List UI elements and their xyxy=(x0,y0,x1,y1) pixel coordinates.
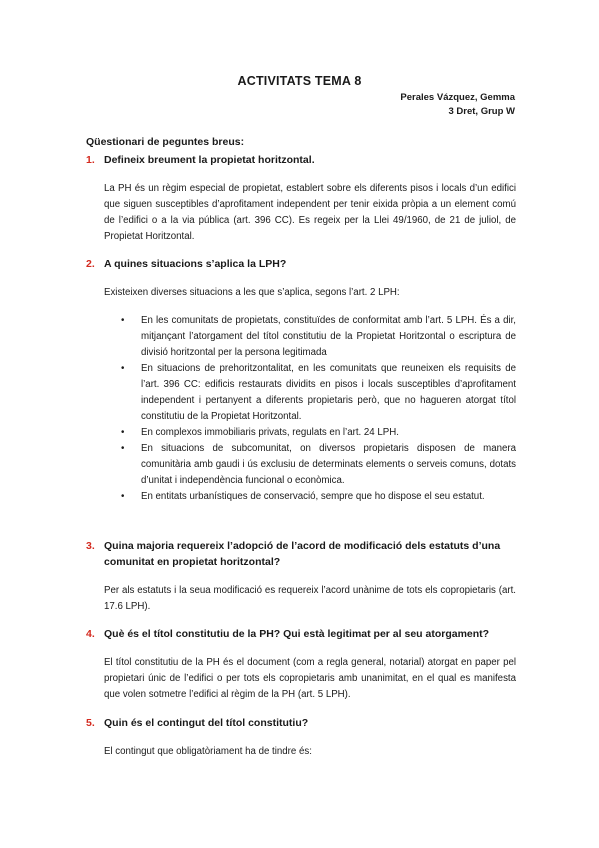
question-3 xyxy=(86,538,526,570)
answer-2: Existeixen diverses situacions a les que s’aplica, segons l’art. 2 LPH: xyxy=(104,287,400,298)
list-item xyxy=(121,489,516,505)
question-1 xyxy=(86,152,526,168)
list-item-text: En entitats urbanístiques de conservació, sempre que ho dispose el seu estatut. xyxy=(141,491,485,502)
question-number: 4. xyxy=(86,628,95,640)
question-number: 1. xyxy=(86,154,95,166)
question-2 xyxy=(86,256,526,272)
question-text: Què és el títol constitutiu de la PH? Qui està legitimat per al seu atorgament? xyxy=(104,628,490,640)
question-text: A quines situacions s’aplica la LPH? xyxy=(104,258,287,270)
bullet-icon: • xyxy=(121,491,125,502)
question-text: Quina majoria requereix l’adopció de l’acord de modificació dels estatuts d’una comunitat en propietat horitzontal? xyxy=(104,540,501,568)
list-item xyxy=(121,313,516,361)
question-number: 2. xyxy=(86,258,95,270)
question-4 xyxy=(86,626,526,642)
list-item-text: En situacions de prehoritzontalitat, en les comunitats que reuneixen els requisits de l’art. 396 CC: edificis restaurats dividits en pisos i locals susceptibles d’aprofitament independent i pertanyent a diferents propietaris però, que no hagueren atorgat títol constitutiu de la Propietat Horitzontal. xyxy=(141,363,516,422)
document-title: ACTIVITATS TEMA 8 xyxy=(237,74,362,88)
question-text: Defineix breument la propietat horitzontal. xyxy=(104,154,315,166)
author-group: 3 Dret, Grup W xyxy=(448,106,515,117)
bullet-icon: • xyxy=(121,315,125,326)
list-item-text: En les comunitats de propietats, constituïdes de conformitat amb l’art. 5 LPH. És a dir, mitjançant l’atorgament del títol constitutiu de la Propietat Horitzontal o escriptura de divisió horitzontal per la persona legitimada xyxy=(141,315,516,358)
list-item-text: En situacions de subcomunitat, on diversos propietaris disposen de manera comunitària amb gaudi i ús exclusiu de determinats elements o serveis comuns, dotats d’unitat i independència funcional o econòmica. xyxy=(141,443,516,486)
bullet-icon: • xyxy=(121,363,125,374)
question-number: 3. xyxy=(86,540,95,552)
answer-4: El títol constitutiu de la PH és el document (com a regla general, notarial) atorgat en paper pel propietari únic de l’edifici o per tots els copropietaris amb unanimitat, en el qual es manifesta que volen sotmetre l’edifici al règim de la PH (art. 5 LPH). xyxy=(104,657,516,700)
answer-1: La PH és un règim especial de propietat, establert sobre els diferents pisos i locals d’un edifici que siguen susceptibles d’aprofitament independent per tenir eixida pròpia a un element comú de l’edifici o a la via pública (art. 396 CC). Es regeix per la Llei 49/1960, de 21 de juliol, de Propietat Horitzontal. xyxy=(104,183,516,242)
answer-5: El contingut que obligatòriament ha de tindre és: xyxy=(104,746,312,757)
answer-3: Per als estatuts i la seua modificació es requereix l’acord unànime de tots els copropietaris (art. 17.6 LPH). xyxy=(104,585,516,612)
question-number: 5. xyxy=(86,717,95,729)
question-text: Quin és el contingut del títol constitutiu? xyxy=(104,717,309,729)
question-5 xyxy=(86,715,526,731)
list-item xyxy=(121,425,516,441)
list-item-text: En complexos immobiliaris privats, regulats en l’art. 24 LPH. xyxy=(141,427,399,438)
situations-list xyxy=(121,313,516,505)
bullet-icon: • xyxy=(121,443,125,454)
list-item xyxy=(121,361,516,425)
questionnaire-heading: Qüestionari de peguntes breus: xyxy=(86,136,245,148)
list-item xyxy=(121,441,516,489)
bullet-icon: • xyxy=(121,427,125,438)
author-name: Perales Vázquez, Gemma xyxy=(400,92,515,103)
